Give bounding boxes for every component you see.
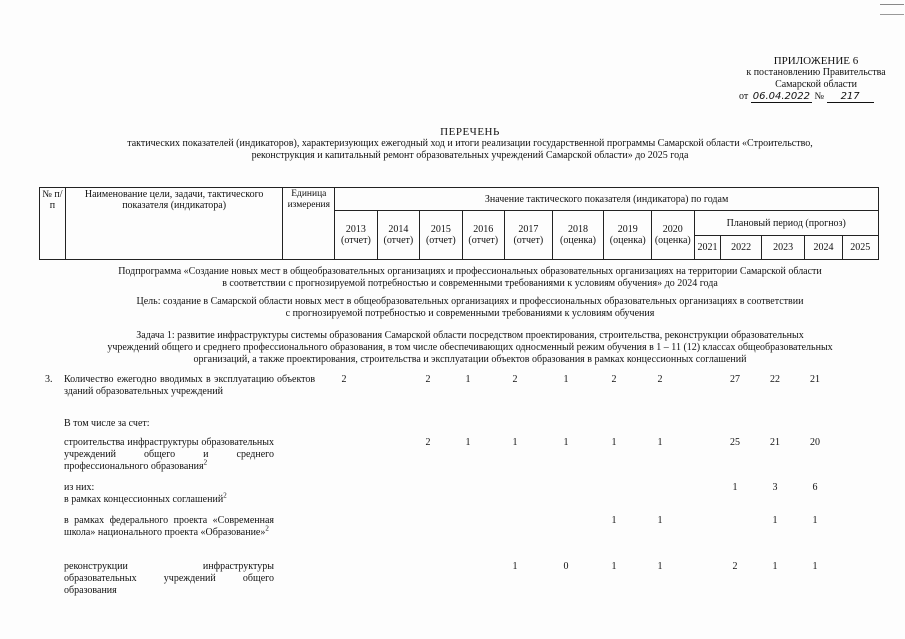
cell-value: 1 [563, 374, 569, 385]
cell-value: 22 [770, 374, 780, 385]
year-header: 2013 (отчет) [335, 211, 377, 260]
appendix-date-line [736, 91, 896, 103]
task-text [60, 330, 880, 366]
cell-value: 6 [812, 482, 818, 493]
cell-value: 1 [611, 561, 617, 572]
cell-value: 2 [341, 374, 347, 385]
document-subtitle: тактических показателей (индикаторов), характеризующих ежегодный ход и итоги реализации государственной программы Самарской области «Строительство, [127, 138, 813, 149]
task-line: учреждений общего и среднего профессионального образования, в том числе обеспечивающих односменный режим обучения в 1 – 11 (12) классах общеобразовательных [107, 342, 833, 353]
plan-year-header: 2024 [805, 236, 842, 260]
plan-year-header: 2021 [694, 236, 721, 260]
cell-value: 21 [810, 374, 820, 385]
handwritten-number: 217 [827, 91, 874, 103]
document-subtitle: реконструкция и капитальный ремонт образовательных учреждений Самарской области» до 2025 года [251, 150, 689, 161]
cell-value: 2 [425, 374, 431, 385]
task-line: Задача 1: развитие инфраструктуры системы образования Самарской области посредством проектирования, строительства, реконструкции образовательных [136, 330, 804, 341]
cell-value: 0 [563, 561, 569, 572]
cell-value: 25 [730, 437, 740, 448]
row-label: в рамках федерального проекта «Современная школа» национального проекта «Образование»$^2$ [64, 515, 274, 538]
cell-value: 2 [732, 561, 738, 572]
from-label: от [739, 91, 749, 102]
subprogram-text [60, 266, 880, 290]
year-header: 2016 (отчет) [462, 211, 504, 260]
goal-line: Цель: создание в Самарской области новых мест в общеобразовательных организациях и профессиональных образовательных организациях в соответствии [136, 296, 804, 307]
cell-value: 1 [812, 515, 818, 526]
cell-value: 1 [611, 515, 617, 526]
cell-value: 27 [730, 374, 740, 385]
plan-year-header: 2025 [842, 236, 878, 260]
year-header: 2014 (отчет) [377, 211, 419, 260]
row-label: реконструкции инфраструктуры образовательных учреждений общего образования [64, 561, 274, 596]
cell-value: 2 [512, 374, 518, 385]
cell-value: 1 [512, 437, 518, 448]
cell-value: 20 [810, 437, 820, 448]
year-header: 2015 (отчет) [420, 211, 462, 260]
subprogram-line: Подпрограмма «Создание новых мест в общеобразовательных организациях и профессиональных образовательных организациях на территории Самарской области [118, 266, 822, 277]
goal-line: с прогнозируемой потребностью и современными требованиями к условиям обучения [285, 308, 655, 319]
row-label: в рамках концессионных соглашений$^2$ [64, 491, 227, 505]
cell-value: 2 [657, 374, 663, 385]
cell-value: 2 [425, 437, 431, 448]
document-title: ПЕРЕЧЕНЬ [440, 126, 500, 138]
appendix-block [736, 55, 896, 103]
row-label: строительства инфраструктуры образовательных учреждений общего и среднего профессионального образования$^2$ [64, 437, 274, 472]
indicators-table-header [39, 187, 879, 260]
planned-period-header: Плановый период (прогноз) [694, 211, 878, 236]
cell-value: 3 [772, 482, 778, 493]
col-num-header: № п/п [40, 188, 66, 260]
cell-value: 1 [772, 515, 778, 526]
col-name-header: Наименование цели, задачи, тактического показателя (индикатора) [65, 188, 283, 260]
cell-value: 1 [465, 374, 471, 385]
task-line: организаций, а также проектирования, строительства и эксплуатации объектов образования в рамках концессионных соглашений [193, 354, 747, 365]
handwritten-date: 06.04.2022 [752, 91, 811, 102]
cell-value: 21 [770, 437, 780, 448]
scan-mark [880, 14, 904, 15]
year-header: 2017 (отчет) [505, 211, 553, 260]
appendix-title: ПРИЛОЖЕНИЕ 6 [773, 55, 859, 67]
row-unit: объектов [277, 374, 316, 385]
cell-value: 1 [563, 437, 569, 448]
col-value-header: Значение тактического показателя (индикатора) по годам [335, 188, 879, 211]
row-label: Количество ежегодно вводимых в эксплуатацию зданий образовательных учреждений [64, 374, 274, 397]
cell-value: 1 [657, 515, 663, 526]
cell-value: 2 [611, 374, 617, 385]
scan-mark [880, 4, 904, 5]
plan-year-header: 2023 [761, 236, 805, 260]
cell-value: 1 [657, 437, 663, 448]
section-label: В том числе за счет: [64, 418, 150, 429]
cell-value: 1 [512, 561, 518, 572]
col-unit-header: Единица измерения [283, 188, 335, 260]
cell-value: 1 [732, 482, 738, 493]
appendix-line: к постановлению Правительства [746, 67, 886, 78]
row-label: из них: [64, 482, 95, 493]
document-title-block [60, 126, 880, 162]
year-header: 2020 (оценка) [652, 211, 694, 260]
number-sign: № [814, 91, 825, 102]
row-number: 3. [45, 374, 53, 385]
appendix-line: Самарской области [775, 79, 857, 90]
cell-value: 1 [611, 437, 617, 448]
cell-value: 1 [772, 561, 778, 572]
cell-value: 1 [657, 561, 663, 572]
plan-year-header: 2022 [721, 236, 761, 260]
year-header: 2019 (оценка) [604, 211, 652, 260]
cell-value: 1 [465, 437, 471, 448]
cell-value: 1 [812, 561, 818, 572]
subprogram-line: в соответствии с прогнозируемой потребностью и современными требованиями к условиям обучения» до 2024 года [222, 278, 718, 289]
goal-text [60, 296, 880, 320]
year-header: 2018 (оценка) [552, 211, 604, 260]
